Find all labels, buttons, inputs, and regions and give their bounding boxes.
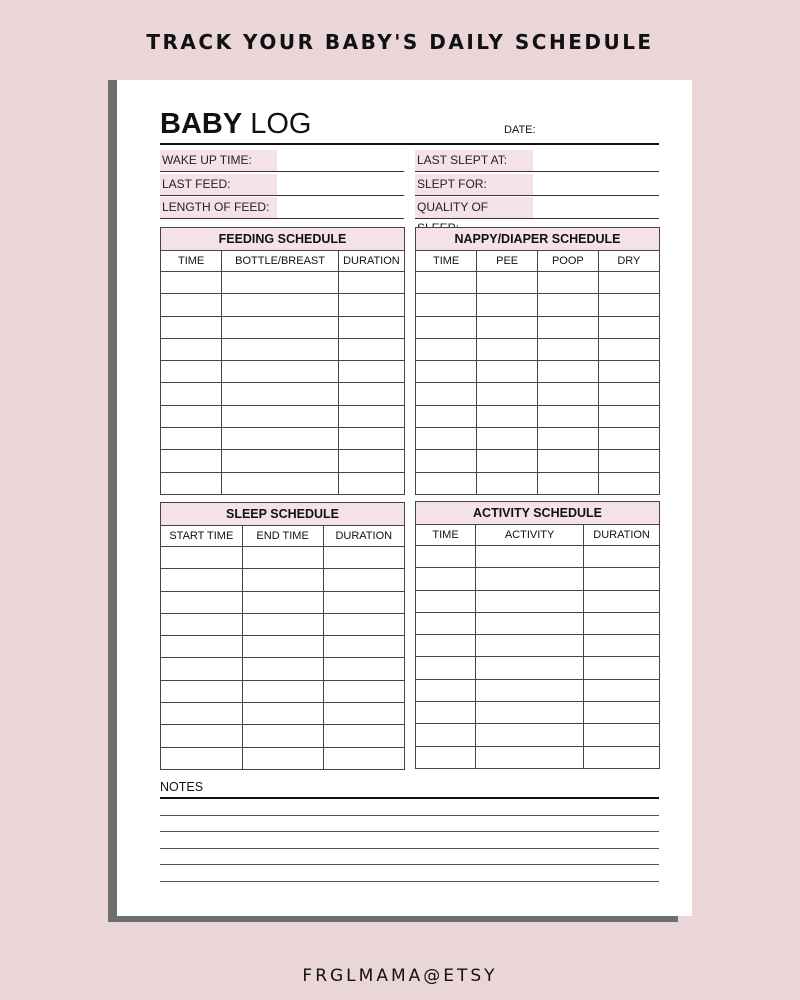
table-cell[interactable] [161,547,242,569]
table-cell[interactable] [416,746,476,768]
table-cell[interactable] [338,316,404,338]
table-cell[interactable] [242,569,323,591]
table-row [161,747,404,769]
table-row [416,702,659,724]
table-row [416,450,659,472]
table-row [416,472,659,494]
table-row [161,636,404,658]
feeding-schedule [160,227,405,495]
table-cell[interactable] [538,338,599,360]
quality-of-sleep-field[interactable] [415,197,659,219]
table-header-row [161,251,404,272]
last-feed-label: LAST FEED: [160,174,277,195]
table-cell[interactable] [416,590,476,612]
table-cell[interactable] [161,472,222,494]
table-cell[interactable] [476,635,584,657]
table-row [416,590,659,612]
table-cell[interactable] [338,472,404,494]
table-cell[interactable] [338,383,404,405]
table-cell[interactable] [476,657,584,679]
table-cell[interactable] [161,338,222,360]
table-row [416,338,659,360]
note-line[interactable] [160,816,659,833]
table-row [416,316,659,338]
table-cell[interactable] [598,316,659,338]
table-cell[interactable] [222,272,339,294]
table-cell[interactable] [242,703,323,725]
table-cell[interactable] [338,294,404,316]
table-cell[interactable] [323,725,404,747]
table-cell[interactable] [477,450,538,472]
table-cell[interactable] [416,450,477,472]
table-row [161,272,404,294]
table-cell[interactable] [538,316,599,338]
date-label: DATE: [504,124,536,136]
table-cell[interactable] [416,428,477,450]
nappy-schedule-title: NAPPY/DIAPER SCHEDULE [416,228,659,251]
table-cell[interactable] [161,361,222,383]
table-row [416,294,659,316]
table-cell[interactable] [338,361,404,383]
table-cell[interactable] [161,450,222,472]
table-cell[interactable] [323,591,404,613]
table-header-row [416,525,659,546]
table-cell[interactable] [242,725,323,747]
column-header: TIME [416,525,476,546]
table-cell[interactable] [584,679,659,701]
activity-table [416,525,659,768]
table-cell[interactable] [323,613,404,635]
table-cell[interactable] [598,361,659,383]
table-cell[interactable] [161,591,242,613]
table-row [161,472,404,494]
table-cell[interactable] [416,294,477,316]
table-cell[interactable] [242,613,323,635]
table-row [416,546,659,568]
column-header: PEE [477,251,538,272]
table-cell[interactable] [323,680,404,702]
nappy-table [416,251,659,494]
table-cell[interactable] [476,724,584,746]
table-cell[interactable] [416,361,477,383]
note-line[interactable] [160,865,659,882]
table-cell[interactable] [222,472,339,494]
table-row [416,724,659,746]
table-row [161,361,404,383]
table-cell[interactable] [477,383,538,405]
table-cell[interactable] [476,612,584,634]
table-row [161,658,404,680]
table-cell[interactable] [477,316,538,338]
table-cell[interactable] [477,472,538,494]
wake-up-time-label: WAKE UP TIME: [160,150,277,171]
notes-section [160,780,659,882]
table-cell[interactable] [161,725,242,747]
table-row [161,428,404,450]
table-cell[interactable] [584,612,659,634]
table-cell[interactable] [476,568,584,590]
info-fields-right [415,150,659,221]
page-banner-title: TRACK YOUR BABY'S DAILY SCHEDULE [146,30,654,54]
table-row [161,547,404,569]
table-row [161,680,404,702]
table-row [416,428,659,450]
table-row [161,703,404,725]
column-header: DRY [598,251,659,272]
table-cell[interactable] [242,547,323,569]
note-line[interactable] [160,832,659,849]
column-header: DURATION [323,526,404,547]
table-cell[interactable] [416,568,476,590]
table-cell[interactable] [477,428,538,450]
log-title-bold: BABY [160,108,243,140]
table-cell[interactable] [598,472,659,494]
column-header: DURATION [338,251,404,272]
table-cell[interactable] [222,428,339,450]
table-cell[interactable] [598,272,659,294]
activity-schedule-title: ACTIVITY SCHEDULE [416,502,659,525]
table-cell[interactable] [323,569,404,591]
table-cell[interactable] [598,383,659,405]
column-header: START TIME [161,526,242,547]
table-cell[interactable] [161,613,242,635]
table-cell[interactable] [416,679,476,701]
table-row [416,568,659,590]
table-cell[interactable] [416,612,476,634]
feeding-table [161,251,404,494]
table-cell[interactable] [477,405,538,427]
table-cell[interactable] [416,635,476,657]
table-cell[interactable] [476,702,584,724]
table-row [161,591,404,613]
column-header: TIME [161,251,222,272]
table-row [416,746,659,768]
column-header: END TIME [242,526,323,547]
table-row [416,657,659,679]
table-cell[interactable] [584,568,659,590]
table-cell[interactable] [161,272,222,294]
table-cell[interactable] [242,636,323,658]
table-cell[interactable] [477,294,538,316]
table-cell[interactable] [222,294,339,316]
table-cell[interactable] [538,361,599,383]
table-cell[interactable] [323,747,404,769]
table-cell[interactable] [416,702,476,724]
table-cell[interactable] [584,546,659,568]
nappy-diaper-schedule [415,227,660,495]
table-cell[interactable] [598,450,659,472]
table-cell[interactable] [416,338,477,360]
table-cell[interactable] [476,590,584,612]
note-line[interactable] [160,849,659,866]
table-cell[interactable] [538,472,599,494]
table-cell[interactable] [477,361,538,383]
table-cell[interactable] [584,657,659,679]
table-row [416,405,659,427]
table-cell[interactable] [222,383,339,405]
table-cell[interactable] [538,383,599,405]
notes-label: NOTES [160,780,659,799]
table-cell[interactable] [598,338,659,360]
table-cell[interactable] [323,636,404,658]
table-cell[interactable] [538,294,599,316]
info-fields-left [160,150,404,221]
table-cell[interactable] [476,679,584,701]
length-of-feed-field[interactable] [160,197,404,219]
table-cell[interactable] [161,569,242,591]
table-row [161,316,404,338]
table-cell[interactable] [584,635,659,657]
table-cell[interactable] [538,428,599,450]
table-cell[interactable] [598,428,659,450]
table-cell[interactable] [584,590,659,612]
table-header-row [416,251,659,272]
table-cell[interactable] [222,316,339,338]
sleep-schedule [160,502,405,770]
length-of-feed-label: LENGTH OF FEED: [160,197,277,218]
title-row [160,106,659,145]
column-header: ACTIVITY [476,525,584,546]
table-cell[interactable] [477,338,538,360]
table-cell[interactable] [222,405,339,427]
column-header: DURATION [584,525,659,546]
table-header-row [161,526,404,547]
table-cell[interactable] [416,546,476,568]
table-row [416,612,659,634]
table-cell[interactable] [161,658,242,680]
feeding-schedule-title: FEEDING SCHEDULE [161,228,404,251]
log-title-light: LOG [242,108,312,140]
table-cell[interactable] [161,428,222,450]
last-feed-field[interactable] [160,174,404,196]
table-cell[interactable] [222,338,339,360]
sleep-schedule-title: SLEEP SCHEDULE [161,503,404,526]
column-header: TIME [416,251,477,272]
table-row [416,635,659,657]
table-row [161,450,404,472]
table-cell[interactable] [161,680,242,702]
table-cell[interactable] [416,657,476,679]
table-cell[interactable] [323,658,404,680]
table-cell[interactable] [222,450,339,472]
column-header: BOTTLE/BREAST [222,251,339,272]
table-row [161,383,404,405]
table-cell[interactable] [338,450,404,472]
shop-credit: FRGLMAMA@ETSY [302,966,498,986]
table-cell[interactable] [161,294,222,316]
table-cell[interactable] [323,547,404,569]
table-cell[interactable] [416,472,477,494]
table-row [161,294,404,316]
quality-of-sleep-label: QUALITY OF [415,197,533,218]
table-cell[interactable] [598,294,659,316]
table-cell[interactable] [161,747,242,769]
wake-up-time-field[interactable] [160,150,404,172]
table-row [161,569,404,591]
table-cell[interactable] [338,338,404,360]
last-slept-at-label: LAST SLEPT AT: [415,150,533,171]
notes-lines [160,799,659,882]
column-header: POOP [538,251,599,272]
table-cell[interactable] [416,405,477,427]
table-cell[interactable] [242,658,323,680]
log-title [160,106,311,142]
table-row [416,679,659,701]
table-cell[interactable] [161,703,242,725]
table-cell[interactable] [584,702,659,724]
table-cell[interactable] [338,428,404,450]
log-sheet [117,80,692,916]
table-row [416,361,659,383]
table-row [161,405,404,427]
note-line[interactable] [160,799,659,816]
table-cell[interactable] [338,272,404,294]
table-cell[interactable] [416,724,476,746]
table-cell[interactable] [476,746,584,768]
table-cell[interactable] [161,383,222,405]
table-cell[interactable] [161,636,242,658]
table-cell[interactable] [242,680,323,702]
table-row [161,725,404,747]
last-slept-at-field[interactable] [415,150,659,172]
table-cell[interactable] [338,405,404,427]
table-cell[interactable] [323,703,404,725]
table-cell[interactable] [598,405,659,427]
table-cell[interactable] [538,272,599,294]
table-cell[interactable] [476,546,584,568]
sleep-table [161,526,404,769]
table-cell[interactable] [416,383,477,405]
table-cell[interactable] [584,724,659,746]
table-cell[interactable] [242,591,323,613]
activity-schedule [415,501,660,769]
table-cell[interactable] [416,316,477,338]
table-row [416,383,659,405]
table-cell[interactable] [416,272,477,294]
slept-for-label: SLEPT FOR: [415,174,533,195]
table-cell[interactable] [161,316,222,338]
table-row [161,338,404,360]
table-cell[interactable] [222,361,339,383]
slept-for-field[interactable] [415,174,659,196]
table-cell[interactable] [584,746,659,768]
table-row [161,613,404,635]
table-cell[interactable] [538,405,599,427]
table-cell[interactable] [161,405,222,427]
table-cell[interactable] [477,272,538,294]
table-cell[interactable] [538,450,599,472]
table-row [416,272,659,294]
table-cell[interactable] [242,747,323,769]
